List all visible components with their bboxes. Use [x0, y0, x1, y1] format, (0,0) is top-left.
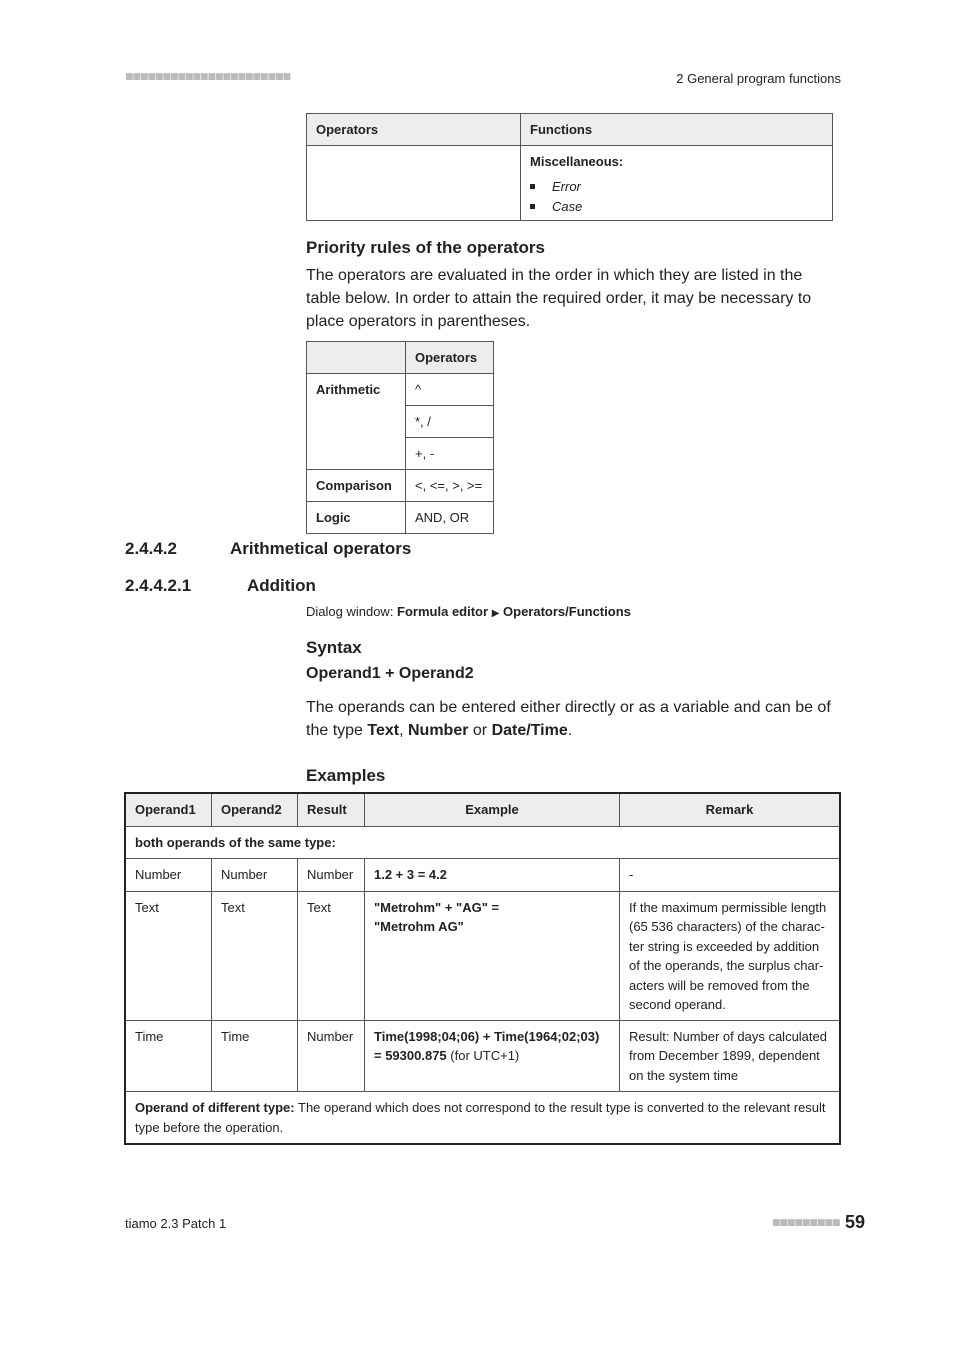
syntax-text	[306, 696, 841, 742]
example-formula: 1.2 + 3 = 4.2	[374, 867, 448, 882]
group-label-comparison: Comparison	[307, 470, 406, 502]
header-marks: ■■■■■■■■■■■■■■■■■■■■■■	[125, 72, 291, 82]
cell-operand1: Number	[125, 859, 212, 892]
operator-cell: <, <=, >, >=	[406, 470, 494, 502]
different-type-text: The operand which does not correspond to the result type is converted to the relevant result type before the operation.	[135, 1100, 826, 1135]
separator: ,	[399, 722, 408, 739]
examples-heading: Examples	[306, 766, 386, 785]
separator: or	[468, 722, 492, 739]
cell-result: Text	[298, 891, 365, 1020]
cell-remark: Result: Number of days calculated from December 1899, dependent on the system time	[620, 1020, 841, 1092]
table-row	[125, 1020, 840, 1092]
group-label-arithmetic: Arithmetic	[307, 374, 406, 470]
operator-cell: *, /	[406, 406, 494, 438]
subsection-title: Addition	[247, 576, 316, 595]
priority-heading: Priority rules of the operators	[306, 238, 545, 257]
syntax-heading: Syntax	[306, 638, 362, 657]
page-number: 59	[845, 1212, 866, 1232]
priority-table	[306, 341, 494, 534]
cell-operand1: Text	[125, 891, 212, 1020]
col-header-remark: Remark	[620, 793, 841, 826]
cell-remark: If the maximum permissible length (65 536 characters) of the charac-ter string is exceeded by addition of the operands, the surplus char-acters will be removed from the second operand.	[620, 891, 841, 1020]
operator-cell: +, -	[406, 438, 494, 470]
cell-result: Number	[298, 1020, 365, 1092]
priority-header-operators: Operators	[406, 342, 494, 374]
col-header-example: Example	[365, 793, 620, 826]
same-type-row: both operands of the same type:	[125, 826, 840, 859]
misc-list	[530, 177, 823, 217]
misc-label: Miscellaneous:	[530, 154, 624, 169]
header-chapter-title: 2 General program functions	[676, 71, 841, 86]
cell-remark: -	[620, 859, 841, 892]
footer-product: tiamo 2.3 Patch 1	[125, 1216, 227, 1231]
col-header-functions: Functions	[521, 114, 833, 146]
group-label-logic: Logic	[307, 502, 406, 534]
syntax-formula: Operand1 + Operand2	[306, 665, 474, 682]
period: .	[567, 722, 573, 739]
arrow-right-icon: ▶	[491, 608, 500, 619]
section-number: 2.4.4.2	[125, 539, 177, 558]
dialog-path-formula-editor: Formula editor	[397, 604, 489, 619]
list-item: Error	[530, 177, 823, 197]
type-number: Number	[407, 722, 469, 739]
functions-table	[306, 113, 833, 221]
table-row	[125, 891, 840, 1020]
cell-result: Number	[298, 859, 365, 892]
priority-text: The operators are evaluated in the order in which they are listed in the table below. In order to attain the required order, it may be necessary to place operators in parentheses.	[306, 267, 812, 330]
type-datetime: Date/Time	[491, 722, 568, 739]
cell-example	[365, 891, 620, 1020]
cell-operand2: Number	[212, 859, 298, 892]
example-formula: Time(1998;04;06) + Time(1964;02;03) = 59300.875	[374, 1028, 600, 1063]
list-item: Case	[530, 197, 823, 217]
col-header-operand2: Operand2	[212, 793, 298, 826]
dialog-path	[306, 604, 631, 619]
dialog-prefix: Dialog window:	[306, 604, 398, 619]
col-header-operand1: Operand1	[125, 793, 212, 826]
operators-cell-empty	[307, 146, 521, 221]
functions-cell	[521, 146, 833, 221]
subsection-number: 2.4.4.2.1	[125, 576, 192, 595]
different-type-row	[125, 1092, 840, 1145]
syntax-text-lead: The operands can be entered either directly or as a variable and can be of the type	[306, 699, 831, 739]
priority-corner-cell	[307, 342, 406, 374]
footer-marks: ■■■■■■■■■	[772, 1218, 840, 1228]
operator-cell: ^	[406, 374, 494, 406]
cell-operand2: Time	[212, 1020, 298, 1092]
dialog-path-operators: Operators/Functions	[503, 604, 631, 619]
different-type-label: Operand of different type:	[135, 1100, 295, 1115]
cell-operand2: Text	[212, 891, 298, 1020]
example-formula: "Metrohm" + "AG" = "Metrohm AG"	[374, 899, 500, 934]
cell-operand1: Time	[125, 1020, 212, 1092]
col-header-operators: Operators	[307, 114, 521, 146]
cell-example	[365, 1020, 620, 1092]
col-header-result: Result	[298, 793, 365, 826]
cell-example	[365, 859, 620, 892]
examples-table	[124, 792, 841, 1145]
type-text: Text	[367, 722, 400, 739]
table-row	[125, 859, 840, 892]
example-note: (for UTC+1)	[446, 1048, 520, 1063]
section-title: Arithmetical operators	[230, 539, 412, 558]
operator-cell: AND, OR	[406, 502, 494, 534]
